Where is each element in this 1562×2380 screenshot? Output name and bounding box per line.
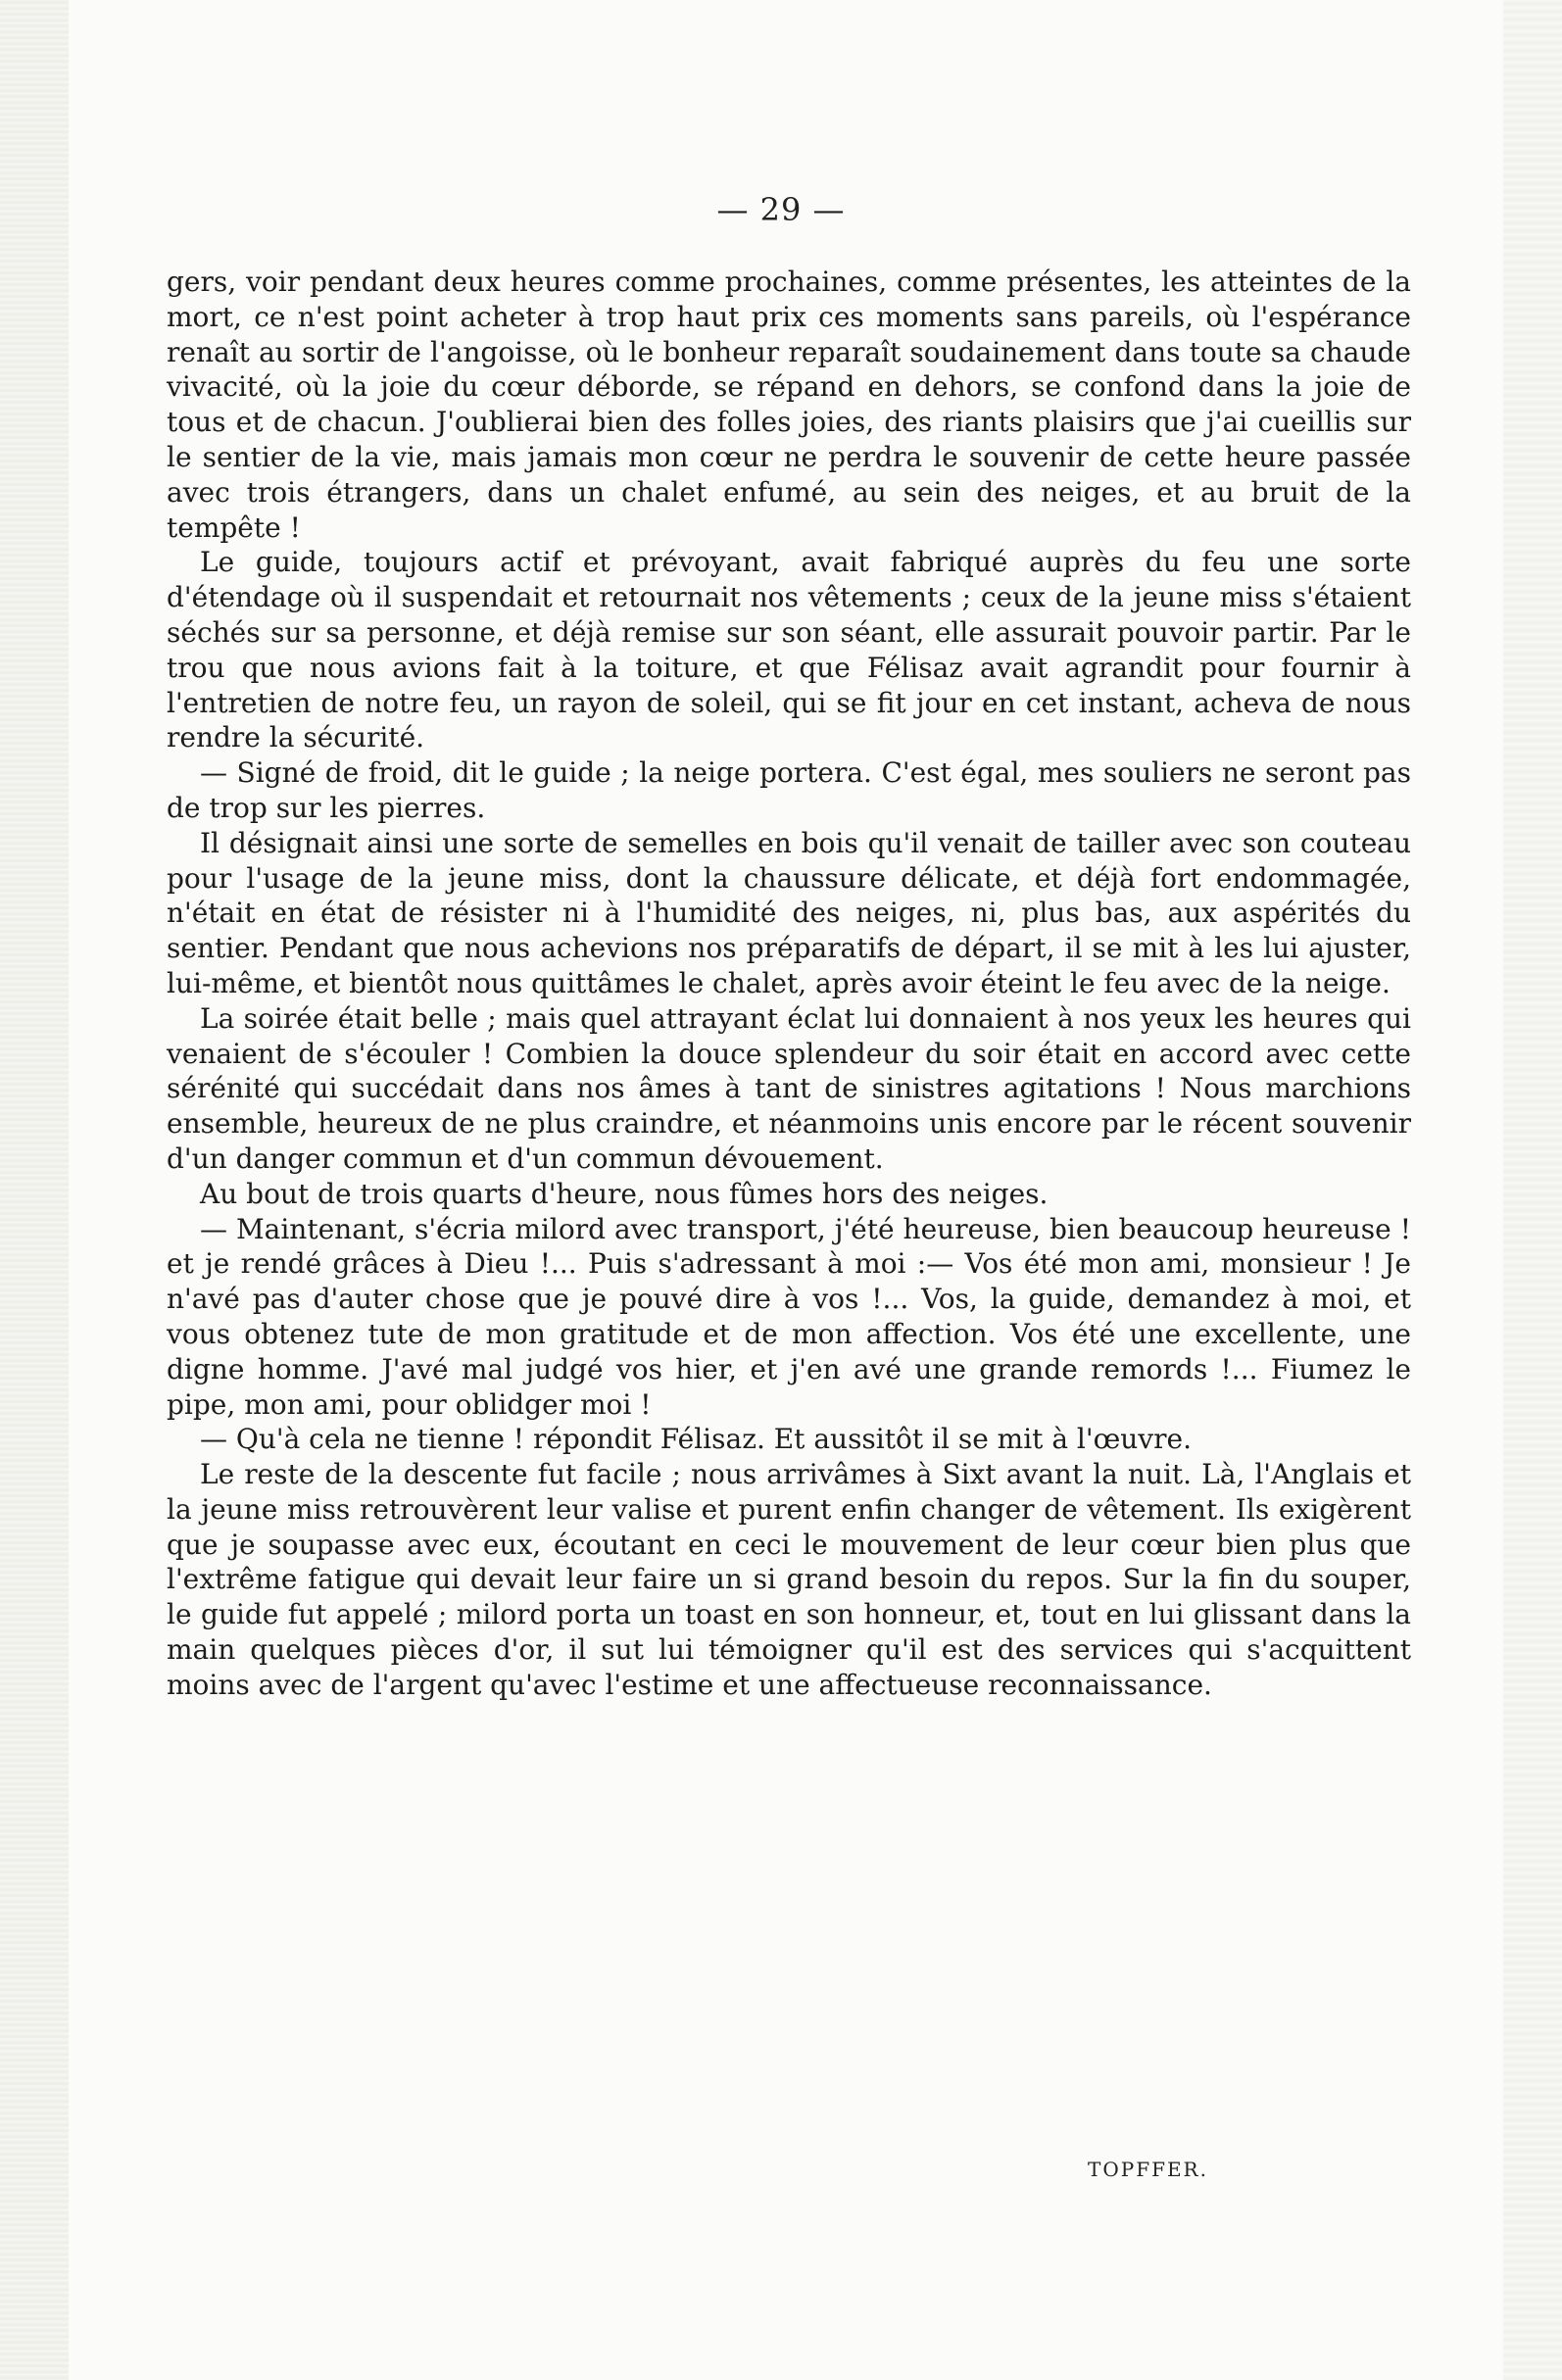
paragraph: gers, voir pendant deux heures comme prochaines, comme présentes, les atteintes de la mort, ce n'est point acheter à trop haut prix ces moments sans pareils, où l'espérance renaît au sortir de l'angoisse, où le bonheur reparaît soudainement dans toute sa chaude vivacité, où la joie du cœur déborde, se répand en dehors, se confond dans la joie de tous et de chacun. J'oublierai bien des folles joies, des riants plaisirs que j'ai cueillis sur le sentier de la vie, mais jamais mon cœur ne perdra le souvenir de cette heure passée avec trois étrangers, dans un chalet enfumé, au sein des neiges, et au bruit de la tempête ! <box>167 266 1411 544</box>
author-signature: TOPFFER. <box>1088 2158 1208 2181</box>
paragraph: — Maintenant, s'écria milord avec transport, j'été heureuse, bien beaucoup heureuse ! et je rendé grâces à Dieu !... Puis s'adressant à moi :— Vos été mon ami, monsieur ! Je n'avé pas d'auter chose que je pouvé dire à vos !... Vos, la guide, demandez à moi, et vous obtenez tute de mon gratitude et de mon affection. Vos été une excellente, une digne homme. J'avé mal judgé vos hier, et j'en avé une grande remords !... Fiumez le pipe, mon ami, pour oblidger moi ! <box>167 1212 1411 1421</box>
body-text <box>167 265 1411 1703</box>
paragraph: Le guide, toujours actif et prévoyant, avait fabriqué auprès du feu une sorte d'étendage où il suspendait et retournait nos vêtements ; ceux de la jeune miss s'étaient séchés sur sa personne, et déjà remise sur son séant, elle assurait pouvoir partir. Par le trou que nous avions fait à la toiture, et que Félisaz avait agrandit pour fournir à l'entretien de notre feu, un rayon de soleil, qui se fit jour en cet instant, acheva de nous rendre la sécurité. <box>167 546 1411 754</box>
paragraph: — Signé de froid, dit le guide ; la neige portera. C'est égal, mes souliers ne seront pas de trop sur les pierres. <box>167 756 1411 824</box>
page-number: — 29 — <box>716 191 846 228</box>
page-edge-right <box>1503 0 1562 2380</box>
paragraph: La soirée était belle ; mais quel attrayant éclat lui donnaient à nos yeux les heures qui venaient de s'écouler ! Combien la douce splendeur du soir était en accord avec cette sérénité qui succédait dans nos âmes à tant de sinistres agitations ! Nous marchions ensemble, heureux de ne plus craindre, et néanmoins unis encore par le récent souvenir d'un danger commun et d'un commun dévouement. <box>167 1001 1411 1175</box>
page-edge-left <box>0 0 69 2380</box>
paragraph: Le reste de la descente fut facile ; nous arrivâmes à Sixt avant la nuit. Là, l'Anglais et la jeune miss retrouvèrent leur valise et purent enfin changer de vêtement. Ils exigèrent que je soupasse avec eux, écoutant en ceci le mouvement de leur cœur bien plus que l'extrême fatigue qui devait leur faire un si grand besoin du repos. Sur la fin du souper, le guide fut appelé ; milord porta un toast en son honneur, et, tout en lui glissant dans la main quelques pièces d'or, il sut lui témoigner qu'il est des services qui s'acquittent moins avec de l'argent qu'avec l'estime et une affectueuse reconnaissance. <box>167 1458 1411 1701</box>
paragraph: — Qu'à cela ne tienne ! répondit Félisaz. Et aussitôt il se mit à l'œuvre. <box>200 1423 1192 1456</box>
paragraph: Il désignait ainsi une sorte de semelles en bois qu'il venait de tailler avec son couteau pour l'usage de la jeune miss, dont la chaussure délicate, et déjà fort endommagée, n'était en état de résister ni à l'humidité des neiges, ni, plus bas, aux aspérités du sentier. Pendant que nous achevions nos préparatifs de départ, il se mit à les lui ajuster, lui-même, et bientôt nous quittâmes le chalet, après avoir éteint le feu avec de la neige. <box>167 826 1411 999</box>
paragraph: Au bout de trois quarts d'heure, nous fûmes hors des neiges. <box>200 1177 1049 1210</box>
